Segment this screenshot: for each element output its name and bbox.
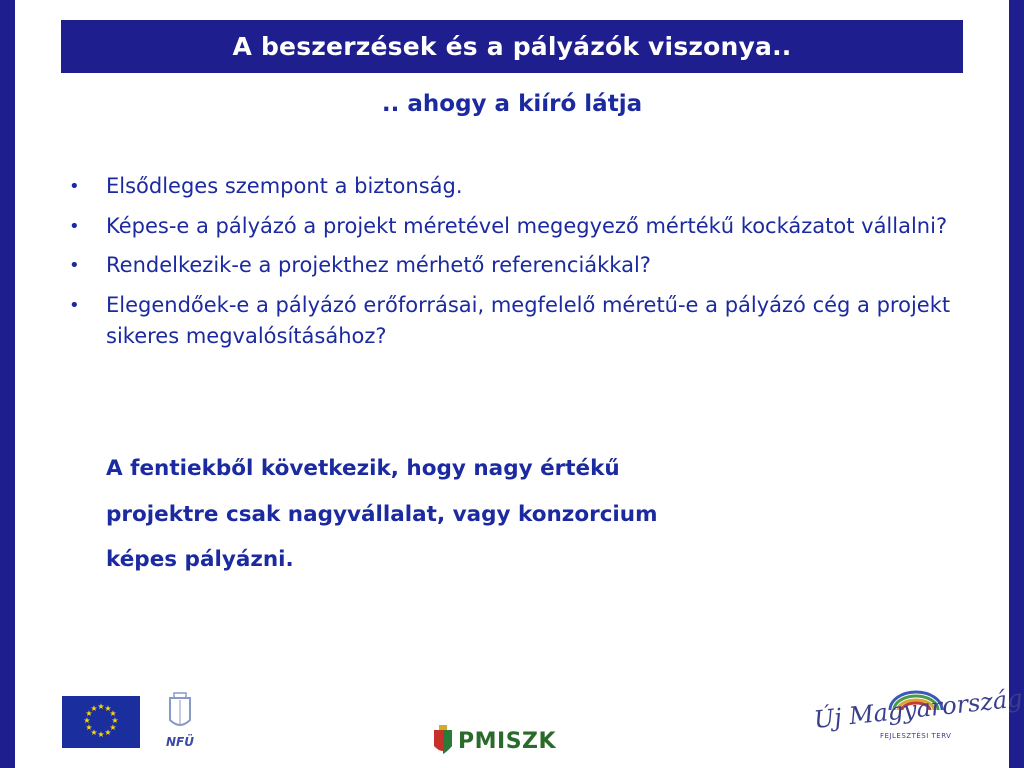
bullet-text: Képes-e a pályázó a projekt méretével megegyező mértékű kockázatot vállalni? bbox=[106, 213, 948, 238]
bullet-item bbox=[66, 211, 966, 243]
eu-flag-icon bbox=[62, 696, 140, 748]
bullet-text: Elegendőek-e a pályázó erőforrásai, megfelelő méretű-e a pályázó cég a projekt sikeres megvalósításához? bbox=[106, 292, 951, 348]
svg-text:★: ★ bbox=[104, 728, 112, 737]
nfu-logo bbox=[160, 690, 200, 750]
svg-text:★: ★ bbox=[90, 704, 98, 713]
bullet-text: Elsődleges szempont a biztonság. bbox=[106, 174, 463, 198]
bullet-marker: • bbox=[69, 176, 80, 197]
um-sublabel: FEJLESZTÉSI TERV bbox=[880, 732, 952, 740]
svg-text:★: ★ bbox=[85, 709, 93, 718]
pmiszk-label: PMISZK bbox=[458, 728, 557, 754]
svg-text:★: ★ bbox=[90, 728, 98, 737]
svg-text:★: ★ bbox=[85, 723, 93, 732]
svg-text:★: ★ bbox=[97, 730, 105, 739]
bullet-item bbox=[66, 290, 966, 353]
bullet-marker: • bbox=[69, 215, 80, 237]
slide-title: A beszerzések és a pályázók viszonya.. bbox=[232, 32, 792, 61]
bullet-item bbox=[66, 250, 966, 282]
um-label: Új Magyarország bbox=[812, 684, 1024, 734]
hungarian-crest-icon bbox=[160, 690, 200, 750]
svg-text:★: ★ bbox=[111, 716, 119, 725]
bullet-marker: • bbox=[69, 255, 80, 276]
svg-text:★: ★ bbox=[104, 704, 112, 713]
conclusion-text bbox=[106, 446, 866, 583]
pmiszk-logo bbox=[432, 722, 582, 760]
bullet-item bbox=[66, 171, 966, 203]
uj-magyarorszag-logo bbox=[810, 684, 1024, 750]
bullet-marker: • bbox=[69, 294, 80, 316]
svg-text:★: ★ bbox=[97, 702, 105, 711]
conclusion-line: projektre csak nagyvállalat, vagy konzorcium bbox=[106, 501, 658, 527]
svg-text:★: ★ bbox=[83, 716, 91, 725]
nfu-label: NFÜ bbox=[166, 735, 194, 749]
slide-subtitle: .. ahogy a kiíró látja bbox=[381, 91, 643, 117]
bullet-text: Rendelkezik-e a projekthez mérhető referenciákkal? bbox=[106, 253, 651, 277]
svg-text:★: ★ bbox=[109, 709, 117, 718]
bullet-list bbox=[66, 171, 966, 361]
conclusion-line: A fentiekből következik, hogy nagy értékű bbox=[106, 456, 620, 481]
pmiszk-crest-icon bbox=[432, 724, 454, 758]
conclusion-line: képes pályázni. bbox=[106, 547, 294, 572]
title-banner bbox=[61, 20, 963, 73]
svg-text:★: ★ bbox=[109, 723, 117, 732]
